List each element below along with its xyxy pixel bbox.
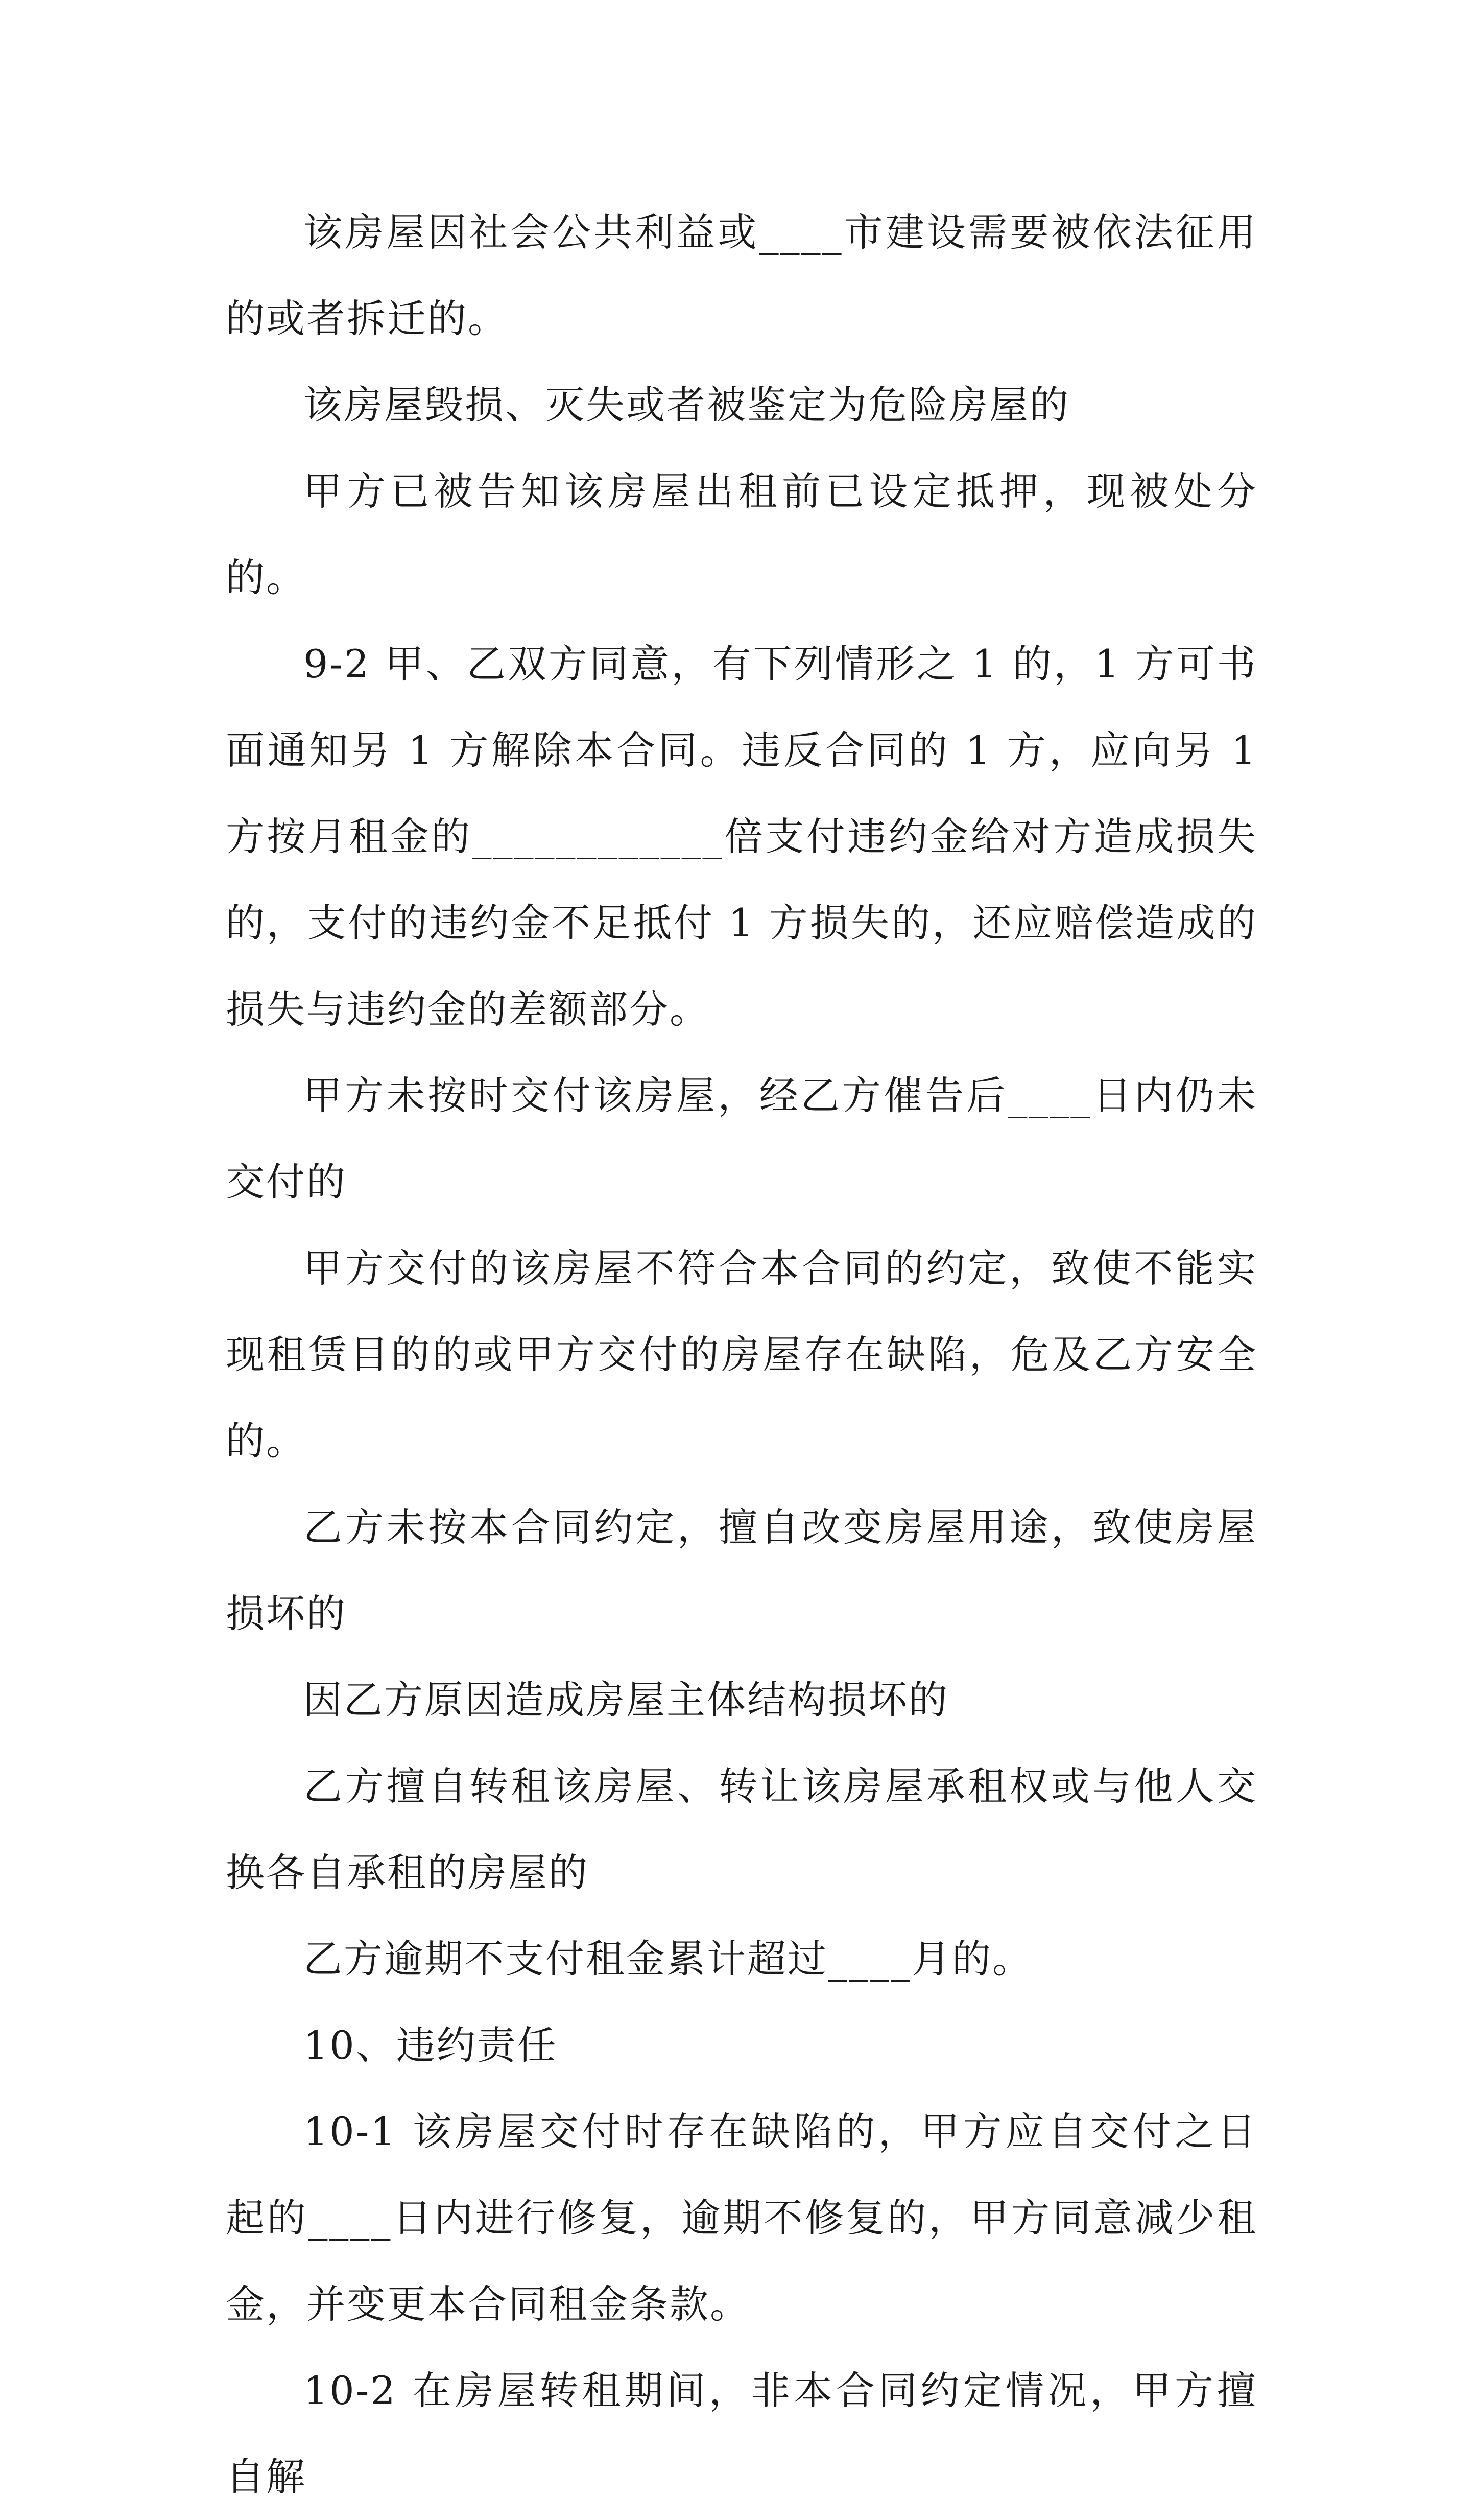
paragraph-mortgage: 甲方已被告知该房屋出租前已设定抵押，现被处分的。	[226, 468, 1257, 600]
paragraph-change-use: 乙方未按本合同约定，擅自改变房屋用途，致使房屋损坏的	[226, 1504, 1257, 1636]
paragraph-overdue-rent: 乙方逾期不支付租金累计超过____月的。	[303, 1936, 1033, 1982]
paragraph-defect: 甲方交付的该房屋不符合本合同的约定，致使不能实现租赁目的的或甲方交付的房屋存在缺陷，危及乙方安全的。	[226, 1245, 1257, 1464]
paragraph-late-delivery: 甲方未按时交付该房屋，经乙方催告后____日内仍未交付的	[226, 1073, 1257, 1205]
paragraph-expropriation: 该房屋因社会公共利益或____市建设需要被依法征用的或者拆迁的。	[226, 209, 1257, 341]
paragraph-10-1: 10-1 该房屋交付时存在缺陷的，甲方应自交付之日起的____日内进行修复，逾期不修复的，甲方同意减少租金，并变更本合同租金条款。	[226, 2109, 1257, 2327]
paragraph-9-2: 9-2 甲、乙双方同意，有下列情形之 1 的，1 方可书面通知另 1 方解除本合同。违反合同的 1 方，应向另 1 方按月租金的____________倍支付违约金给对方造成损失的，支付的违约金不足抵付 1 方损失的，还应赔偿造成的损失与违约金的差额部分。	[226, 641, 1257, 1032]
paragraph-damage: 该房屋毁损、灭失或者被鉴定为危险房屋的	[303, 382, 1070, 428]
paragraph-sublease: 乙方擅自转租该房屋、转让该房屋承租权或与他人交换各自承租的房屋的	[226, 1763, 1257, 1895]
document-body	[226, 189, 1257, 2520]
section-heading-10: 10、违约责任	[303, 2022, 558, 2068]
paragraph-10-2: 10-2 在房屋转租期间，非本合同约定情况，甲方擅自解	[226, 2368, 1257, 2500]
paragraph-structure: 因乙方原因造成房屋主体结构损坏的	[303, 1677, 949, 1723]
